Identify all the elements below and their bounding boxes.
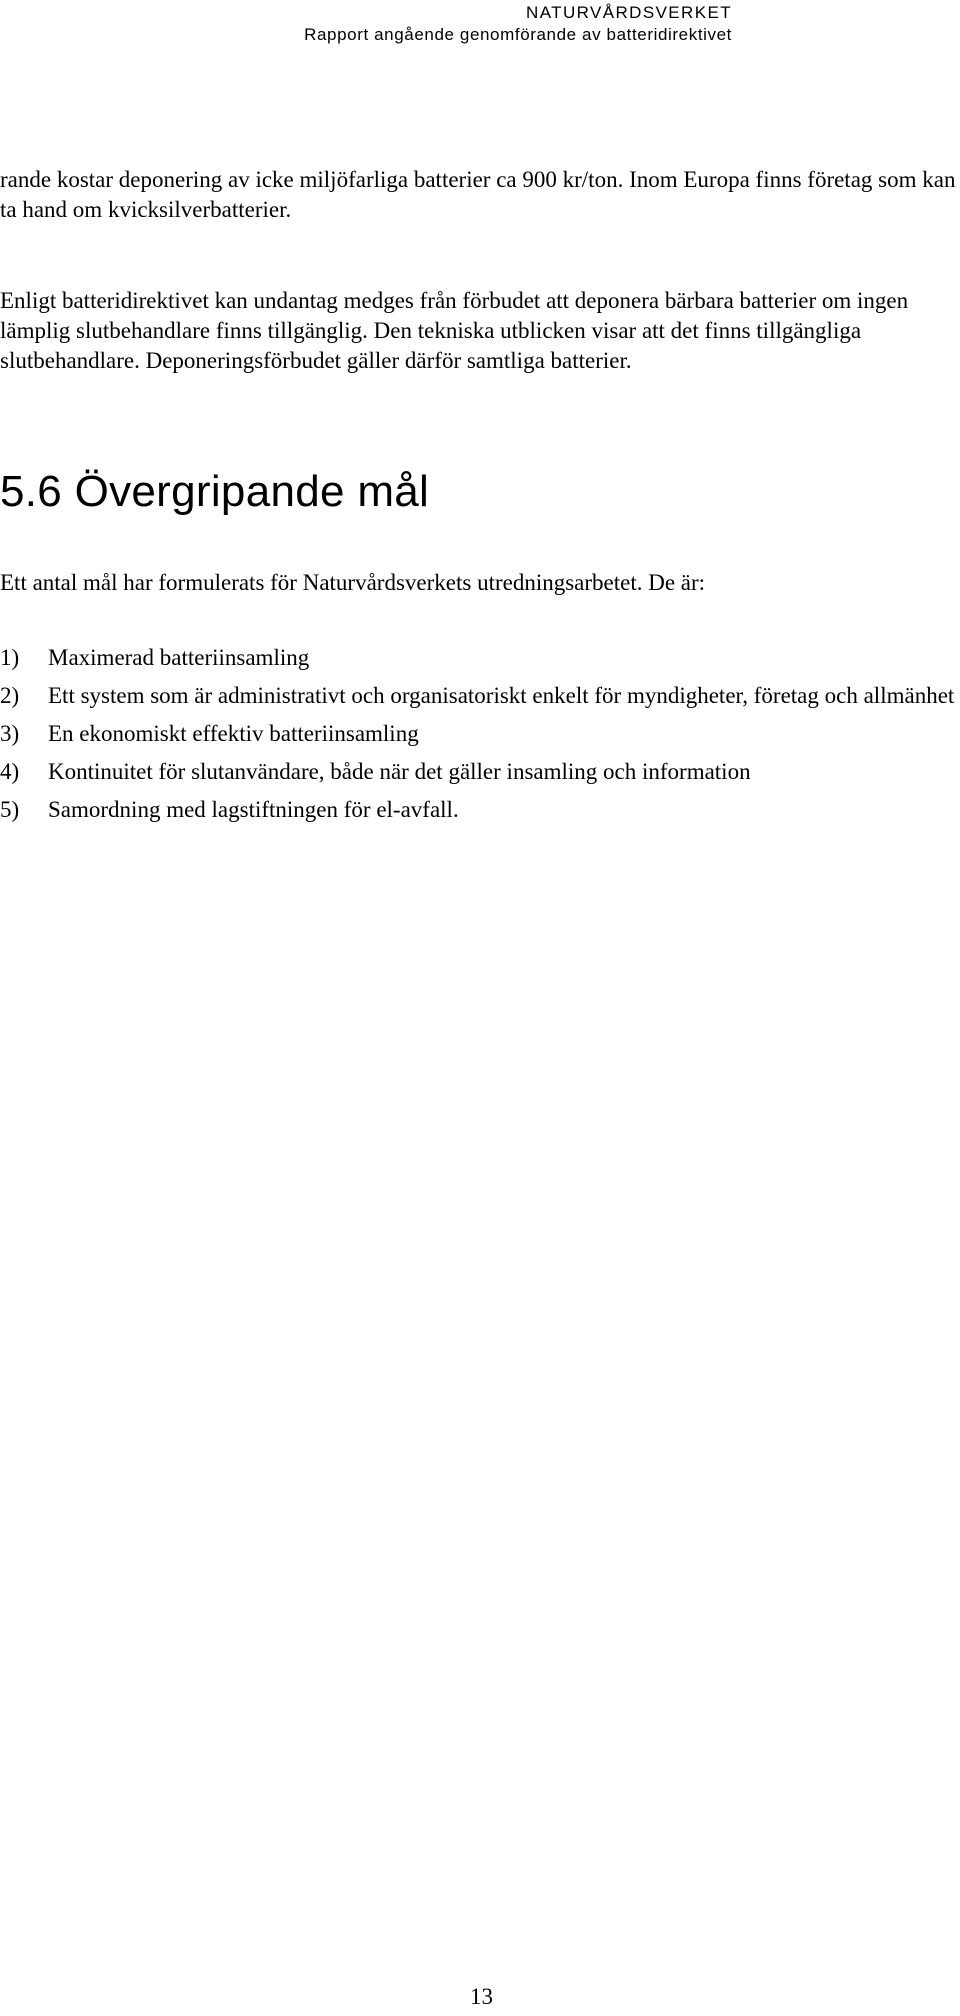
paragraph-landfill-exemption: Enligt batteridirektivet kan undantag medges från förbudet att deponera bärbara batterier om ingen lämplig slutbehandlare finns tillgänglig. Den tekniska utblicken visar att det finns tillgängliga slutbehandlare. Deponeringsförbudet gäller därför samtliga batterier. (0, 288, 909, 373)
goal-item (0, 757, 960, 787)
section-intro: Ett antal mål har formulerats för Naturvårdsverkets utredningsarbetet. De är: (0, 570, 706, 595)
goal-text: En ekonomiskt effektiv batteriinsamling (48, 721, 419, 746)
goal-number: 2) (0, 683, 20, 708)
page-number: 13 (470, 1984, 493, 2009)
goal-item (0, 643, 960, 673)
goal-item (0, 681, 960, 711)
goal-item (0, 719, 960, 749)
goal-text: Maximerad batteriinsamling (48, 645, 310, 670)
goal-text: Ett system som är administrativt och organisatoriskt enkelt för myndigheter, företag och allmänhet (48, 683, 955, 708)
goal-text: Kontinuitet för slutanvändare, både när det gäller insamling och information (48, 759, 751, 784)
goal-number: 5) (0, 797, 20, 822)
header-organization: NATURVÅRDSVERKET (526, 3, 732, 22)
goal-text: Samordning med lagstiftningen för el-avfall. (48, 797, 459, 822)
goals-list (0, 643, 960, 833)
section-heading: 5.6 Övergripande mål (0, 467, 430, 516)
goal-number: 4) (0, 759, 20, 784)
goal-number: 1) (0, 645, 20, 670)
paragraph-disposal-cost: rande kostar deponering av icke miljöfarliga batterier ca 900 kr/ton. Inom Europa finns företag som kan ta hand om kvicksilverbatterier. (0, 167, 956, 222)
goal-item (0, 795, 960, 825)
goal-number: 3) (0, 721, 20, 746)
page-header (304, 2, 732, 46)
header-report-title: Rapport angående genomförande av batteridirektivet (304, 25, 732, 44)
